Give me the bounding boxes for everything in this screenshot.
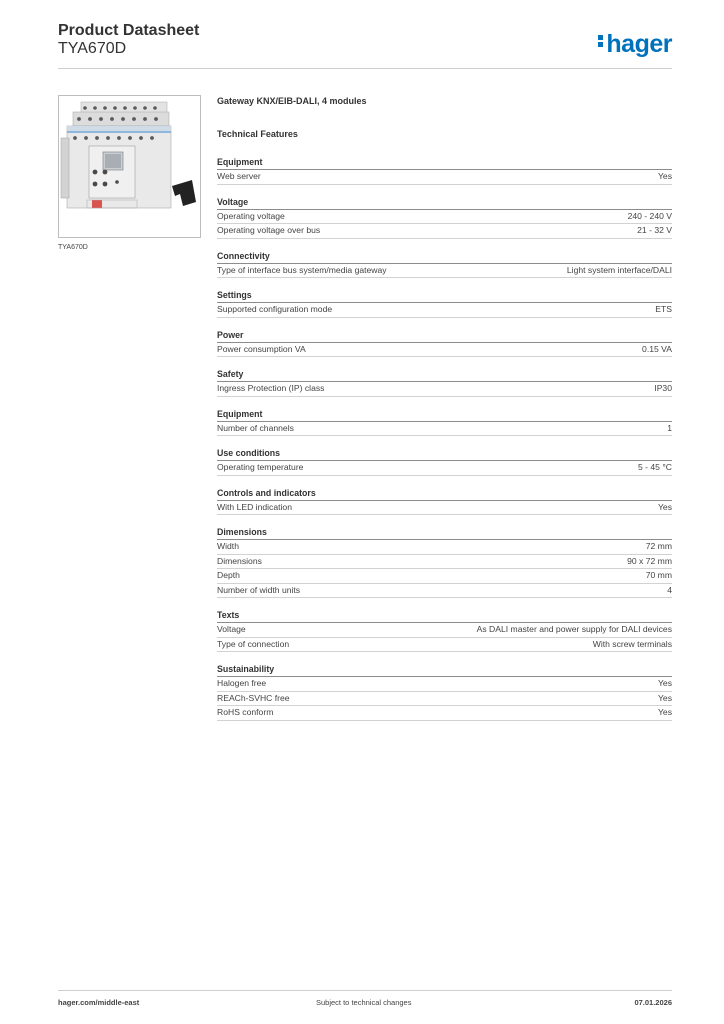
footer-disclaimer: Subject to technical changes (316, 998, 412, 1007)
page-header (58, 22, 672, 70)
spec-value: 1 (667, 422, 672, 433)
footer-divider (58, 990, 672, 991)
section-title: Texts (217, 609, 672, 623)
logo-dots-icon (598, 33, 604, 49)
header-divider (58, 68, 672, 69)
spec-label: Number of width units (217, 584, 301, 595)
spec-label: Supported configuration mode (217, 304, 333, 314)
footer-website-link[interactable]: hager.com/middle-east (58, 998, 140, 1007)
spec-label: Depth (217, 570, 240, 580)
section-connectivity (217, 250, 672, 279)
section-title: Use conditions (217, 447, 672, 461)
section-controls-indicators (217, 487, 672, 516)
spec-row (217, 677, 672, 692)
spec-label: REACh-SVHC free (217, 692, 290, 703)
spec-value: Yes (657, 692, 672, 703)
knx-dali-gateway-device-image (58, 95, 201, 238)
spec-label: Halogen free (217, 678, 267, 688)
section-texts (217, 609, 672, 652)
spec-row (217, 170, 672, 185)
spec-label: With LED indication (217, 501, 292, 512)
section-title: Voltage (217, 196, 672, 210)
product-description: Gateway KNX/EIB-DALI, 4 modules (217, 96, 367, 106)
section-safety (217, 368, 672, 397)
spec-row (217, 501, 672, 516)
section-title: Settings (217, 289, 672, 303)
spec-label: Voltage (217, 624, 246, 634)
technical-content (217, 96, 672, 721)
spec-value: With screw terminals (592, 638, 672, 649)
device-illustration-icon (59, 96, 200, 237)
spec-label: Operating voltage over bus (217, 225, 321, 235)
section-settings (217, 289, 672, 318)
footer-date: 07.01.2026 (634, 998, 672, 1007)
spec-value: Light system interface/DALI (566, 264, 672, 275)
spec-row (217, 210, 672, 225)
spec-label: Dimensions (217, 555, 262, 566)
spec-value: 72 mm (645, 541, 672, 551)
section-title: Sustainability (217, 663, 672, 677)
section-title: Controls and indicators (217, 487, 672, 501)
spec-value: ETS (655, 304, 672, 314)
spec-value: IP30 (654, 383, 672, 393)
section-voltage (217, 196, 672, 239)
spec-value: 0.15 VA (642, 343, 672, 354)
logo-text: hager (606, 30, 672, 58)
spec-row (217, 540, 672, 555)
section-title: Dimensions (217, 526, 672, 540)
spec-row (217, 584, 672, 599)
spec-value: 70 mm (645, 570, 672, 580)
section-title: Equipment (217, 408, 672, 422)
spec-value: 21 - 32 V (637, 225, 672, 235)
section-dimensions (217, 526, 672, 598)
section-title: Safety (217, 368, 672, 382)
spec-value: Yes (657, 707, 672, 717)
spec-row (217, 224, 672, 239)
technical-features-heading: Technical Features (217, 129, 298, 139)
spec-row (217, 303, 672, 318)
spec-value: Yes (657, 501, 672, 512)
spec-label: Power consumption VA (217, 343, 306, 354)
spec-value: Yes (657, 171, 672, 181)
spec-value: 4 (667, 584, 672, 595)
spec-value: As DALI master and power supply for DALI devices (476, 624, 672, 634)
section-power (217, 329, 672, 358)
document-subtitle: TYA670D (58, 40, 127, 57)
spec-label: Type of connection (217, 638, 290, 649)
spec-row (217, 638, 672, 653)
spec-row (217, 422, 672, 437)
spec-row (217, 569, 672, 584)
spec-row (217, 692, 672, 707)
spec-value: 240 - 240 V (627, 210, 672, 221)
spec-value: 90 x 72 mm (627, 555, 672, 566)
spec-row (217, 461, 672, 476)
section-title: Connectivity (217, 250, 672, 264)
spec-label: Operating voltage (217, 210, 285, 221)
spec-row (217, 555, 672, 570)
spec-row (217, 264, 672, 279)
spec-label: Number of channels (217, 422, 294, 433)
image-caption: TYA670D (58, 244, 88, 251)
spec-label: Operating temperature (217, 462, 304, 472)
spec-label: Ingress Protection (IP) class (217, 383, 325, 393)
spec-label: Type of interface bus system/media gateway (217, 264, 387, 275)
spec-value: 5 - 45 °C (637, 462, 672, 472)
hager-logo (598, 30, 672, 59)
section-use-conditions (217, 447, 672, 476)
section-title: Equipment (217, 156, 672, 170)
spec-value: Yes (657, 678, 672, 688)
spec-label: Web server (217, 171, 261, 181)
spec-row (217, 623, 672, 638)
section-equipment (217, 156, 672, 185)
document-title: Product Datasheet (58, 22, 200, 39)
spec-label: Width (217, 541, 239, 551)
section-sustainability (217, 663, 672, 721)
spec-row (217, 343, 672, 358)
spec-row (217, 706, 672, 721)
section-title: Power (217, 329, 672, 343)
spec-row (217, 382, 672, 397)
spec-label: RoHS conform (217, 707, 274, 717)
section-equipment-2 (217, 408, 672, 437)
